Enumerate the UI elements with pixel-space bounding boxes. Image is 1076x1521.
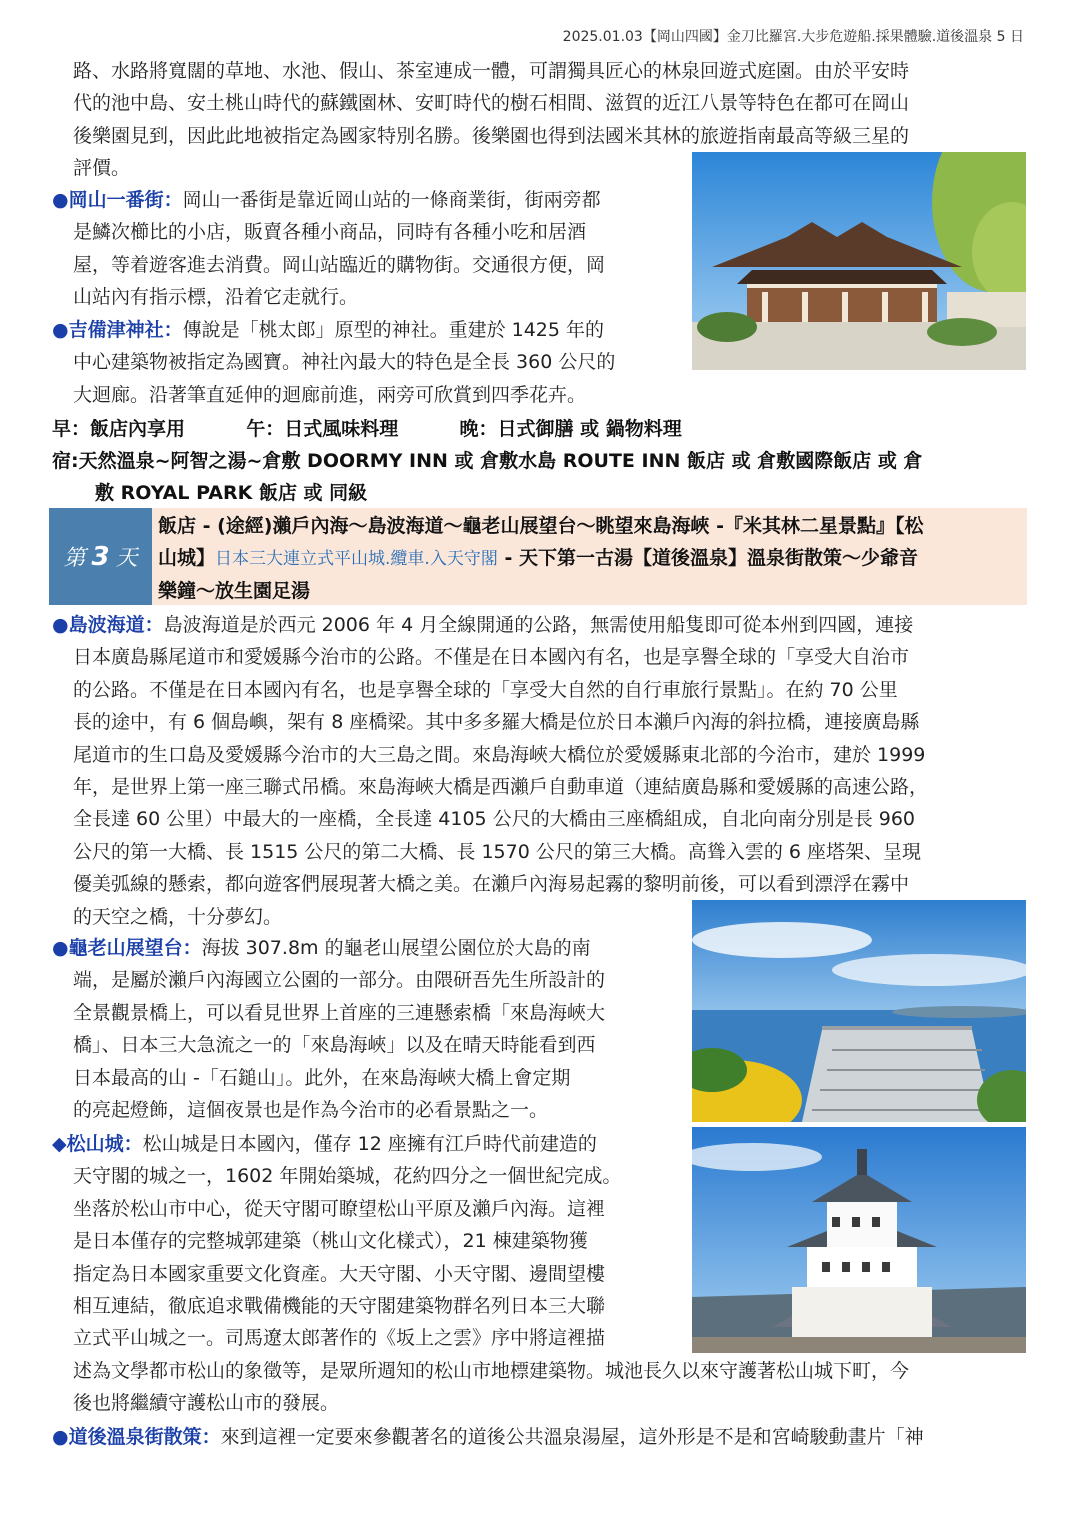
text-line: 的亮起燈飾，這個夜景也是作為今治市的必看景點之一。 — [73, 1099, 549, 1122]
kirosan-observatory-photo — [692, 900, 1026, 1122]
text-line: 島波海道是於西元 2006 年 4 月全線開通的公路，無需使用船隻即可從本州到四國，連接 — [163, 614, 914, 636]
text-line: 後樂園見到，因此此地被指定為國家特別名勝。後樂園也得到法國米其林的旅遊指南最高等級三星的 — [73, 124, 910, 147]
text-line: 日本最高的山 -「石鎚山」。此外，在來島海峽大橋上會定期 — [73, 1066, 571, 1089]
day3-banner — [49, 508, 1027, 605]
section-title: ●島波海道： — [52, 614, 164, 636]
text-line: 海拔 307.8m 的龜老山展望公園位於大島的南 — [201, 937, 591, 959]
text-line: 尾道市的生口島及愛媛縣今治市的大三島之間。來島海峽大橋位於愛媛縣東北部的今治市，建於 1999 — [73, 743, 926, 766]
text-line: 是鱗次櫛比的小店，販賣各種小商品，同時有各種小吃和居酒 — [73, 221, 587, 244]
text-line: 的公路。不僅是在日本國內有名，也是享譽全球的「享受大自然的自行車旅行景點」。在約 70 公里 — [73, 678, 898, 701]
section-title: ●道後溫泉街散策： — [52, 1426, 221, 1448]
section-title: ◆松山城： — [52, 1133, 143, 1155]
text-line: 來到這裡一定要來參觀著名的道後公共溫泉湯屋，這外形是不是和宮崎駿動畫片「神 — [220, 1426, 924, 1448]
day-label-suffix: 天 — [115, 546, 138, 571]
itinerary-text: - 天下第一古湯【道後溫泉】溫泉街散策～少爺音 — [497, 547, 918, 569]
text-line: 年，是世界上第一座三聯式吊橋。來島海峽大橋是西瀨戶自動車道（連結廣島縣和愛媛縣的高速公路， — [73, 776, 929, 799]
itinerary-highlight: 日本三大連立式平山城.纜車.入天守閣 — [215, 549, 498, 569]
text-line: 傳說是「桃太郎」原型的神社。重建於 1425 年的 — [182, 319, 605, 341]
dinner: 晚：日式御膳 或 鍋物料理 — [459, 418, 682, 440]
text-line: 日本廣島縣尾道市和愛媛縣今治市的公路。不僅是在日本國內有名，也是享譽全球的「享受大自治市 — [73, 646, 910, 669]
text-line: 全景觀景橋上，可以看見世界上首座的三連懸索橋「來島海峽大 — [73, 1001, 606, 1024]
text-line: 的天空之橋，十分夢幻。 — [73, 905, 283, 928]
itinerary-line: 飯店 - (途經)瀨戶內海～島波海道～龜老山展望台～眺望來島海峽 -『米其林二星景點』【松 — [158, 515, 924, 537]
text-line: 相互連結，徹底追求戰備機能的天守閣建築物群名列日本三大聯 — [73, 1295, 606, 1318]
day-itinerary — [158, 510, 1020, 607]
text-line: 是日本僅存的完整城郭建築（桃山文化樣式），21 棟建築物獲 — [73, 1230, 588, 1253]
text-line: 評價。 — [73, 157, 131, 180]
text-line: 橋」、日本三大急流之一的「來島海峽」以及在晴天時能看到西 — [73, 1034, 596, 1057]
text-line: 路、水路將寬闊的草地、水池、假山、茶室連成一體，可謂獨具匠心的林泉回遊式庭園。由於平安時 — [73, 60, 910, 82]
meals-row — [52, 414, 682, 441]
dogo-section — [52, 1421, 1027, 1453]
section-title: ●岡山一番街： — [52, 189, 183, 211]
text-line: 中心建築物被指定為國寶。神社內最大的特色是全長 360 公尺的 — [73, 351, 616, 374]
matsuyama-section — [52, 1128, 1027, 1420]
kibitsu-section — [52, 314, 682, 411]
text-line: 屋，等着遊客進去消費。岡山站臨近的購物街。交通很方便，岡 — [73, 253, 606, 276]
text-line: 指定為日本國家重要文化資產。大天守閣、小天守閣、邊間望樓 — [73, 1262, 606, 1285]
text-line: 坐落於松山市中心，從天守閣可瞭望松山平原及瀨戶內海。這裡 — [73, 1197, 606, 1220]
breakfast: 早：飯店內享用 — [52, 418, 186, 440]
text-line: 山站內有指示標，沿着它走就行。 — [73, 286, 359, 309]
kibitsu-shrine-photo — [692, 152, 1026, 370]
text-line: 立式平山城之一。司馬遼太郎著作的《坂上之雲》序中將這裡描 — [73, 1327, 606, 1350]
text-line: 述為文學都市松山的象徵等，是眾所週知的松山市地標建築物。城池長久以來守護著松山城下町，今 — [73, 1359, 910, 1382]
text-line: 端，是屬於瀨戶內海國立公園的一部分。由隈研吾先生所設計的 — [73, 969, 606, 992]
text-line: 優美弧線的懸索，都向遊客們展現著大橋之美。在瀨戶內海易起霧的黎明前後，可以看到漂浮在霧中 — [73, 873, 910, 896]
text-line: 公尺的第一大橋、長 1515 公尺的第二大橋、長 1570 公尺的第三大橋。高聳入雲的 6 座塔架、呈現 — [73, 840, 922, 863]
kirosan-section — [52, 932, 682, 1126]
text-line: 大迴廊。沿著筆直延伸的迴廊前進，兩旁可欣賞到四季花卉。 — [73, 383, 587, 406]
page-header: 2025.01.03【岡山四國】金刀比羅宮.大步危遊船.採果體驗.道後溫泉 5 日 — [562, 29, 1024, 45]
text-line: 長的途中，有 6 個島嶼，架有 8 座橋梁。其中多多羅大橋是位於日本瀨戶內海的斜拉橋，連接廣島縣 — [73, 711, 920, 734]
text-line: 代的池中島、安土桃山時代的蘇鐵園林、安町時代的樹石相間、滋賀的近江八景等特色在都可在岡山 — [73, 92, 910, 115]
itinerary-text: 山城】 — [158, 547, 216, 569]
section-title: ●龜老山展望台： — [52, 937, 202, 959]
okayama-street-section — [52, 184, 682, 314]
section-title: ●吉備津神社： — [52, 319, 183, 341]
stay-line-2: 敷 ROYAL PARK 飯店 或 同級 — [95, 482, 368, 504]
stay-line-1: 宿:天然溫泉~阿智之湯~倉敷 DOORMY INN 或 倉敷水島 ROUTE INN 飯店 或 倉敷國際飯店 或 倉 — [52, 450, 923, 472]
text-line: 全長達 60 公里）中最大的一座橋，全長達 4105 公尺的大橋由三座橋組成，自北向南分別是長 960 — [73, 808, 915, 831]
day-label-prefix: 第 — [63, 546, 86, 571]
text-line: 天守閣的城之一，1602 年開始築城，花約四分之一個世紀完成。 — [73, 1165, 622, 1188]
itinerary-line: 樂鐘～放生園足湯 — [158, 580, 311, 602]
day-number: 3 — [91, 541, 110, 572]
text-line: 松山城是日本國內，僅存 12 座擁有江戶時代前建造的 — [142, 1133, 597, 1155]
shimanami-section — [52, 609, 1027, 933]
lunch: 午：日式風味料理 — [246, 418, 399, 440]
text-line: 後也將繼續守護松山市的發展。 — [73, 1392, 340, 1415]
day-label — [49, 508, 152, 605]
text-line: 岡山一番街是靠近岡山站的一條商業街，街兩旁都 — [182, 189, 601, 211]
